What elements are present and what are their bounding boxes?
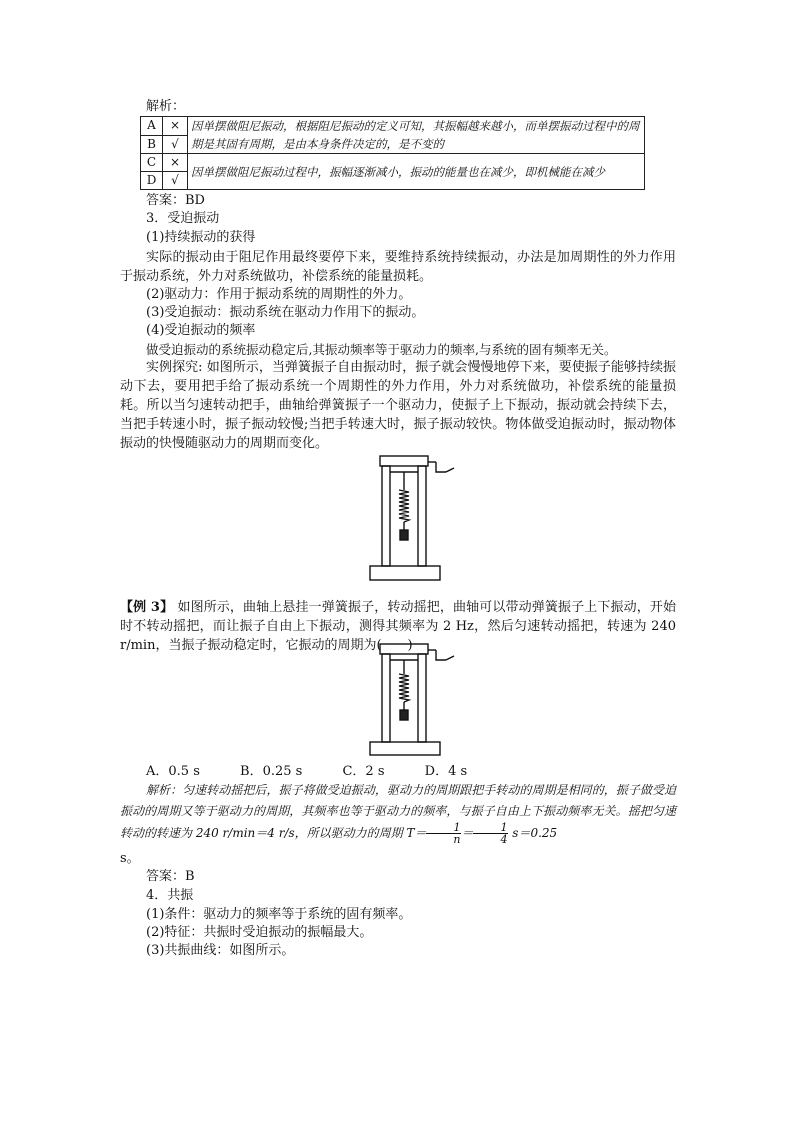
option-d: D．4 s — [424, 764, 468, 779]
resonance-curve: (3)共振曲线：如图所示。 — [146, 943, 295, 958]
analysis-2 — [120, 780, 676, 845]
answer-2: 答案：B — [146, 869, 195, 884]
analysis-text: 解析：匀速转动摇把后，振子将做受迫振动，驱动力的周期跟把手转动的周期是相同的，振子做受迫振动的周期又等于驱动力的周期，其频率也等于驱动力的频率，与振子自由上下振动频率无关。摇把匀速转动的转速为 240 r/min＝4 r/s，所以驱动力的周期 T＝ — [120, 783, 676, 840]
resonance-condition: (1)条件：驱动力的频率等于系统的固有频率。 — [146, 907, 412, 922]
options-row — [146, 760, 503, 779]
section-heading: 4．共振 — [146, 888, 194, 903]
subheading: (1)持续振动的获得 — [146, 230, 256, 245]
fraction-numerator: 1 — [426, 822, 461, 834]
answer-1: 答案：BD — [146, 193, 205, 208]
equals-sign: ＝ — [461, 826, 474, 840]
paragraph: 做受迫振动的系统振动稳定后,其振动频率等于驱动力的频率,与系统的固有频率无关。 — [146, 342, 617, 357]
resonance-feature: (2)特征：共振时受迫振动的振幅最大。 — [146, 925, 373, 940]
option-a: A．0.5 s — [146, 764, 200, 779]
option-cell: B — [141, 135, 163, 154]
example-text: 如图所示，曲轴上悬挂一弹簧振子，转动摇把，曲轴可以带动弹簧振子上下振动，开始时不转动摇把，而让振子自由上下振动，测得其频率为 2 Hz，然后匀速转动摇把，转速为 240 r/min，当振子振动稳定时，它振动的周期为( ) — [120, 600, 676, 653]
fraction-denominator: 4 — [500, 833, 508, 846]
crank-spring-figure-2 — [366, 640, 462, 758]
example-tag: 【例 3】 — [120, 600, 174, 615]
analysis-label: 解析： — [146, 99, 186, 114]
option-c: C．2 s — [342, 764, 385, 779]
mark-cell: √ — [163, 172, 188, 190]
table-row — [141, 117, 645, 136]
subheading: (2)驱动力：作用于振动系统的周期性的外力。 — [146, 287, 412, 302]
explanation-cell: 因单摆做阻尼振动，根据阻尼振动的定义可知，其振幅越来越小，而单摆振动过程中的周期是其固有周期，是由本身条件决定的，是不变的 — [188, 117, 645, 154]
table-row — [141, 154, 645, 172]
mark-cell: × — [163, 117, 188, 136]
section-heading: 3．受迫振动 — [146, 211, 220, 226]
option-b: B．0.25 s — [240, 764, 303, 779]
subheading: (4)受迫振动的频率 — [146, 323, 256, 338]
option-cell: C — [141, 154, 163, 172]
fraction-1-over-n — [426, 822, 461, 845]
analysis-text-tail: s＝0.25 — [508, 826, 558, 840]
fraction-numerator: 1 — [473, 822, 508, 834]
analysis-end: s。 — [120, 851, 140, 866]
mark-cell: × — [163, 154, 188, 172]
fraction-denominator: n — [453, 833, 461, 846]
option-cell: A — [141, 117, 163, 136]
analysis-table — [140, 116, 645, 190]
fraction-1-over-4 — [473, 822, 508, 845]
paragraph: 实例探究: 如图所示，当弹簧振子自由振动时，振子就会慢慢地停下来，要使振子能够持续振动下去，要用把手给了振动系统一个周期性的外力作用，外力对系统做功，补偿系统的能量损耗。所以当匀速转动把手，曲轴给弹簧振子一个驱动力，使振子上下振动，振动就会持续下去，当把手转速小时，振子振动较慢;当把手转速大时，振子振动较快。物体做受迫振动时，振动物体振动的快慢随驱动力的周期而变化。 — [120, 360, 676, 451]
option-cell: D — [141, 172, 163, 190]
explanation-cell: 因单摆做阻尼振动过程中，振幅逐渐减小，振动的能量也在减少，即机械能在减少 — [188, 154, 645, 190]
crank-spring-figure — [366, 452, 462, 584]
subheading: (3)受迫振动：振动系统在驱动力作用下的振动。 — [146, 305, 425, 320]
paragraph: 实际的振动由于阻尼作用最终要停下来，要维持系统持续振动，办法是加周期性的外力作用于振动系统，外力对系统做功，补偿系统的能量损耗。 — [120, 250, 676, 284]
mark-cell: √ — [163, 135, 188, 154]
